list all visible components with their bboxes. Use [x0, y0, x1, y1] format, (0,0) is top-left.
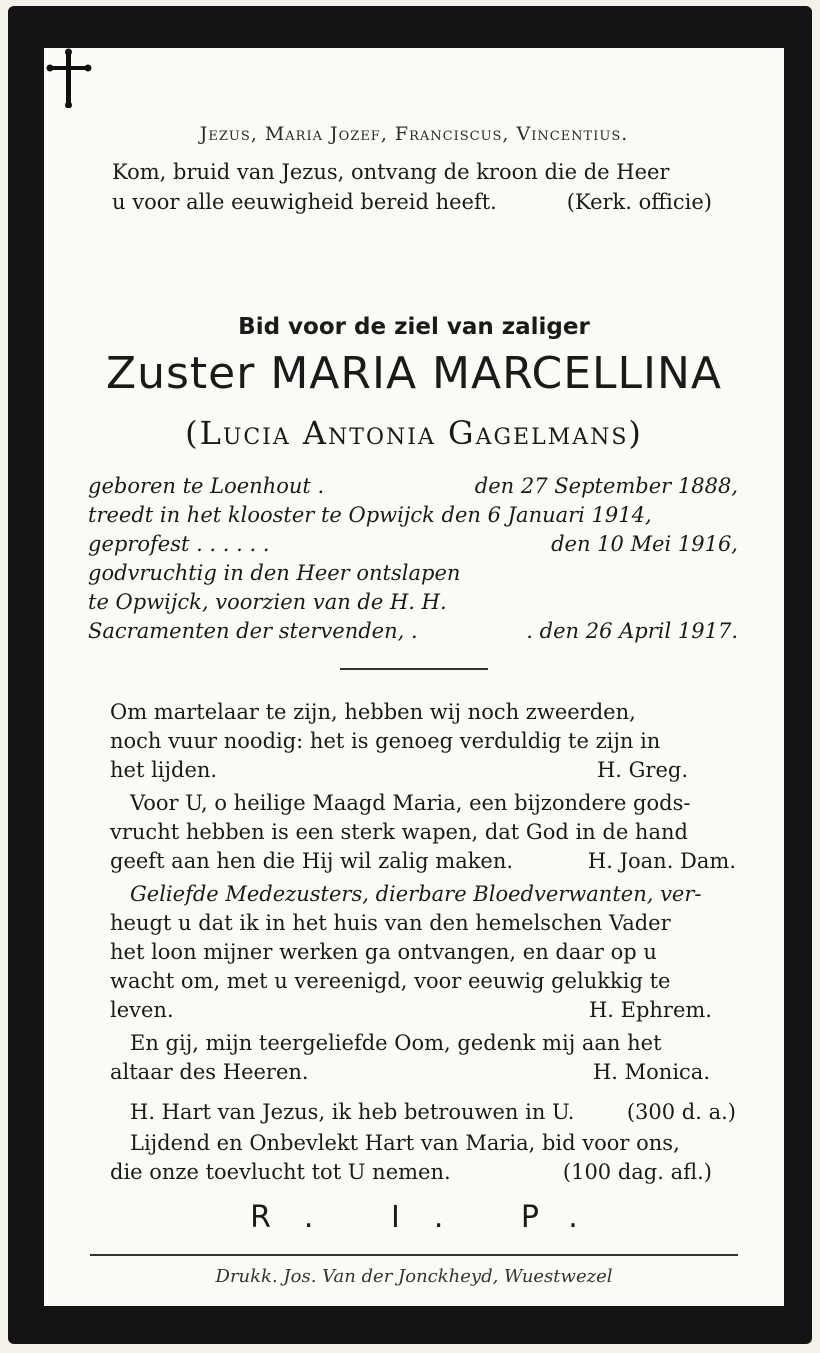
quote-3-line-1: Geliefde Medezusters, dierbare Bloedverwanten, ver-	[130, 882, 702, 906]
quote-2-line-3	[110, 847, 736, 876]
bio-date: den 27 September 1888,	[474, 474, 738, 498]
quote-2-line-2: vrucht hebben is een sterk wapen, dat God in de hand	[110, 820, 688, 844]
bio-line-6	[88, 619, 738, 643]
bio-line-1	[88, 474, 738, 498]
memorial-card	[8, 6, 812, 1344]
quote-text: leven.	[110, 998, 174, 1022]
quote-4-line-1: En gij, mijn teergeliefde Oom, gedenk mij aan het	[130, 1031, 662, 1055]
quote-text: geeft aan hen die Hij wil zalig maken.	[110, 849, 514, 873]
quote-4-line-2	[110, 1058, 736, 1087]
bio-line-4	[88, 561, 738, 585]
quote-3-line-3: het loon mijner werken ga ontvangen, en daar op u	[110, 940, 657, 964]
deceased-name	[44, 348, 784, 399]
indulgence: (300 d. a.)	[626, 1100, 736, 1124]
quote-3-line-2: heugt u dat ik in het huis van den hemelschen Vader	[110, 911, 671, 935]
bio-line-3	[88, 532, 738, 556]
quote-source: H. Ephrem.	[588, 998, 712, 1022]
quote-3-line-4: wacht om, met u vereenigd, voor eeuwig gelukkig te	[110, 969, 671, 993]
cross-icon	[44, 48, 94, 108]
quote-text: altaar des Heeren.	[110, 1060, 309, 1084]
printer-credit: Drukk. Jos. Van der Jonckheyd, Wuestwezel	[215, 1266, 613, 1287]
quote-source: H. Joan. Dam.	[587, 849, 736, 873]
quote-text: het lijden.	[110, 758, 218, 782]
indulgence: (100 dag. afl.)	[562, 1160, 712, 1184]
verse-text: u voor alle eeuwigheid bereid heeft.	[112, 190, 497, 214]
religious-name: MARIA MARCELLINA	[270, 348, 723, 399]
prayer-request: Bid voor de ziel van zaliger	[238, 314, 590, 340]
prayer-3	[110, 1158, 736, 1187]
quote-1-line-3	[110, 756, 736, 785]
quote-source: H. Monica.	[592, 1060, 710, 1084]
quote-1-line-2: noch vuur noodig: het is genoeg verduldig te zijn in	[110, 729, 661, 753]
quote-source: H. Greg.	[596, 758, 688, 782]
name-prefix: Zuster	[105, 348, 256, 399]
saints-invocation: Jezus, Maria Jozef, Franciscus, Vincentius.	[199, 123, 629, 145]
quote-1-line-1: Om martelaar te zijn, hebben wij noch zweerden,	[110, 700, 636, 724]
prayer-2: Lijdend en Onbevlekt Hart van Maria, bid voor ons,	[130, 1131, 680, 1155]
bio-date: . den 26 April 1917.	[526, 619, 738, 643]
bio-text: treedt in het klooster te Opwijck den 6 Januari 1914,	[88, 503, 652, 527]
verse-source: (Kerk. officie)	[566, 190, 712, 214]
verse-line-1: Kom, bruid van Jezus, ontvang de kroon die de Heer	[112, 160, 670, 184]
divider	[340, 668, 488, 670]
bio-text: Sacramenten der stervenden, .	[88, 619, 418, 643]
bio-text: geprofest . . . . . .	[88, 532, 270, 556]
birth-name: (Lucia Antonia Gagelmans)	[185, 414, 643, 452]
bio-text: te Opwijck, voorzien van de H. H.	[88, 590, 447, 614]
bio-line-2	[88, 503, 738, 527]
bio-text: godvruchtig in den Heer ontslapen	[88, 561, 461, 585]
bio-text: geboren te Loenhout .	[88, 474, 325, 498]
rip-closing: R. I. P.	[250, 1200, 612, 1235]
bio-date: den 10 Mei 1916,	[551, 532, 738, 556]
footer-rule	[90, 1254, 738, 1256]
bio-line-5	[88, 590, 738, 614]
prayer-text: die onze toevlucht tot U nemen.	[110, 1160, 451, 1184]
prayer-text: H. Hart van Jezus, ik heb betrouwen in U.	[130, 1100, 575, 1124]
verse-line-2	[112, 190, 712, 214]
quote-3-line-5	[110, 996, 736, 1025]
card-body	[44, 48, 784, 1306]
prayer-1	[130, 1098, 736, 1127]
quote-2-line-1: Voor U, o heilige Maagd Maria, een bijzondere gods-	[130, 791, 691, 815]
